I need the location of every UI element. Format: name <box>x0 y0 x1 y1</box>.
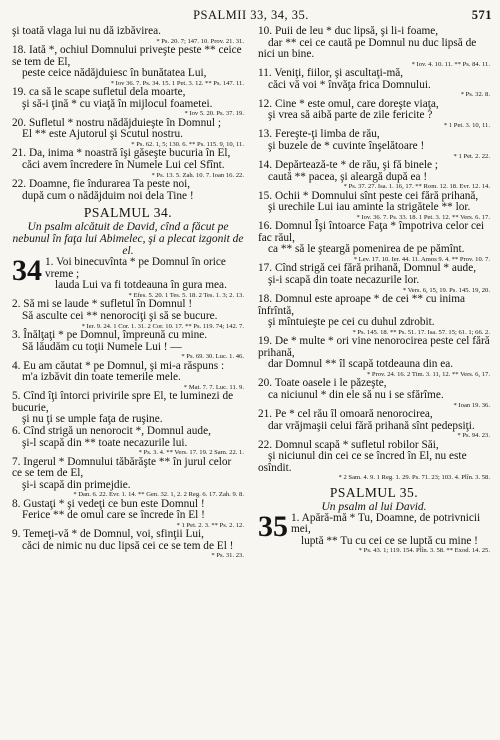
verse-line: căci de nimic nu duc lipsă cei ce se tem de El ! <box>22 539 234 552</box>
verse-line: dar Domnul ** îl scapă totdeauna din ea. <box>268 358 454 371</box>
cross-reference: * Ps. 31. 23. <box>211 552 244 560</box>
verse-start: 16. Domnul Îşi întoarce Faţa * împotriva celor cei fac răul, <box>258 220 485 244</box>
cross-reference: * Iov 36. 7. Ps. 34. 15. 1 Pet. 3. 12. ** Ps. 147. 11. <box>110 79 244 87</box>
verse-line: dar ** cei ce caută pe Domnul nu duc lipsă de nici un bine. <box>258 36 477 61</box>
page-number: 571 <box>471 8 492 22</box>
verse-line: Ferice ** de omul care se încrede în El ! <box>22 509 205 522</box>
verse-line: şi-i scapă din primejdie. <box>22 478 131 491</box>
cross-reference: * Ps. 37. 27. Isa. 1. 16, 17. ** Rom. 12. 18. Evr. 12. 14. <box>343 183 490 191</box>
verse-line: lauda Lui va fi totdeauna în gura mea. <box>55 279 227 292</box>
cross-reference: * Iov 5. 20. Ps. 37. 19. <box>184 110 244 118</box>
verse-start: 20. Sufletul * nostru nădăjduieşte în Domnul ; <box>12 116 221 129</box>
verse-line: şi urechile Lui iau aminte la strigătele ** lor. <box>268 201 471 214</box>
verse-start: 12. Cine * este omul, care doreşte viaţa, <box>258 97 439 110</box>
cross-reference: * Ioan 19. 36. <box>453 401 490 409</box>
verse-start: 4. Eu am căutat * pe Domnul, şi mi-a răspuns : <box>12 359 225 372</box>
cross-reference: * Ps. 62. 1, 5; 130. 6. ** Ps. 115. 9, 10, 11. <box>131 140 244 148</box>
verse-line: dar vrăjmaşii celui fără prihană sînt pedepsiţi. <box>268 419 475 432</box>
verse-start: 8. Gustaţi * şi vedeţi ce bun este Domnul ! <box>12 497 205 510</box>
verse-line: ca ** să le şteargă pomenirea de pe pămînt. <box>268 243 465 256</box>
verse-start: 21. Pe * cel rău îl omoară nenorocirea, <box>258 407 433 420</box>
cross-reference: * Dan. 6. 22. Evr. 1. 14. ** Gen. 32. 1, 2. 2 Reg. 6. 17. Zah. 9. 8. <box>73 491 244 499</box>
cross-reference: * Prov. 24. 16. 2 Tim. 3. 11, 12. ** Vers. 6, 17. <box>366 370 490 378</box>
psalm-34-verse-1-text: 1. Voi binecuvînta * pe Domnul în orice vreme ; <box>45 256 226 280</box>
left-column <box>12 26 244 560</box>
verse-start: 19. De * multe * ori vine nenorocirea peste cel fără prihană, <box>258 335 490 359</box>
verse-start: 21. Da, inima * noastră îşi găseşte bucuria în El, <box>12 147 231 160</box>
psalm-34-heading: PSALMUL 34. <box>83 205 173 221</box>
cross-reference: * Ps. 145. 18. ** Ps. 51. 17. Isa. 57. 15; 61. 1; 66. 2. <box>352 328 490 336</box>
verse-start: 18. Domnul este aproape * de cei ** cu inima înfrîntă, <box>258 292 466 317</box>
psalm-34-subtitle: Un psalm alcătuit de David, cînd a făcut pe nebunul în faţa lui Abimelec, şi a plecat izgonit de el. <box>12 221 244 258</box>
verse-start: 2. Să mi se laude * sufletul în Domnul ! <box>12 298 193 311</box>
verse-start: şi toată vlaga lui nu dă izbăvirea. <box>12 25 161 37</box>
verse-line: după cum o nădăjduim noi dela Tine ! <box>22 189 194 202</box>
cross-reference: * 1 Pet. 2. 3. ** Ps. 2. 12. <box>176 521 244 529</box>
verse-line: caută ** pacea, şi aleargă după ea ! <box>268 170 428 183</box>
right-column <box>258 26 490 555</box>
psalm-34-drop-number: 34 <box>12 254 42 288</box>
verse-start: 13. Fereşte-ţi limba de rău, <box>258 128 380 141</box>
verse-start: 6. Cînd strigă un nenorocit *, Domnul aude, <box>12 424 211 437</box>
verse-start: 9. Temeţi-vă * de Domnul, voi, sfinţii Lui, <box>12 528 204 541</box>
cross-reference: * Ps. 94. 23. <box>457 432 490 440</box>
verse-line: şi mîntuieşte pe cei cu duhul zdrobit. <box>268 316 435 329</box>
verse-line: şi vrea să aibă parte de zile fericite ? <box>268 109 433 122</box>
page-header <box>10 8 492 24</box>
cross-reference: * Ps. 3. 4. ** Vers. 17. 19. 2 Sam. 22. 1. <box>138 449 244 457</box>
verse-line: peste ceice nădăjduiesc în bunătatea Lui, <box>22 67 207 80</box>
verse-line: şi-i scapă din toate necazurile lor. <box>268 273 420 286</box>
verse-line: ca niciunul * din ele să nu i se sfărîme. <box>268 388 444 401</box>
cross-reference: * Iov. 36. 7. Ps. 33. 18. 1 Pet. 3. 12. ** Vers. 6. 17. <box>356 213 490 221</box>
psalm-33-end <box>12 26 244 202</box>
verse-start: 7. Ingerul * Domnului tăbărăşte ** în jurul celor ce se tem de El, <box>12 455 232 480</box>
cross-reference: * Ps. 32. 8. <box>460 91 490 99</box>
verse-start: 15. Ochii * Domnului sînt peste cei fără prihană, <box>258 189 479 202</box>
cross-reference: * Mat. 7. 7. Luc. 11. 9. <box>183 383 244 391</box>
verse-start: 11. Veniţi, fiilor, şi ascultaţi-mă, <box>258 67 404 80</box>
verse-start: 10. Puii de leu * duc lipsă, şi li-i foame, <box>258 25 439 37</box>
verse-line: căci avem încredere în Numele Lui cel Sfînt. <box>22 158 225 171</box>
cross-reference: * 2 Sam. 4. 9. 1 Reg. 1. 29. Ps. 71. 23; 103. 4. Plîn. 3. 58. <box>338 474 490 482</box>
cross-reference: * Lev. 17. 10. Ier. 44. 11. Amos 9. 4. ** Prov. 10. 7. <box>353 255 490 263</box>
cross-reference: * Iov. 4. 10. 11. ** Ps. 84. 11. <box>411 60 490 68</box>
verse-start: 14. Depărtează-te * de rău, şi fă binele ; <box>258 158 439 171</box>
psalm-35-verse-1-cont: luptă ** Tu cu cei ce se luptă cu mine ! <box>301 534 478 547</box>
verse-start: 3. Înălţaţi * pe Domnul, împreună cu mine. <box>12 328 208 341</box>
psalm-34-verses <box>12 280 244 560</box>
verse-start: 22. Domnul scapă * sufletul robilor Săi, <box>258 438 439 451</box>
cross-reference: * Ier. 9. 24. 1 Cor. 1. 31. 2 Cor. 10. 17. ** Ps. 119. 74; 142. 7. <box>81 322 244 330</box>
cross-reference: * Ps. 69. 30. Luc. 1. 46. <box>181 353 244 361</box>
cross-reference: * Efes. 5. 20. 1 Tes. 5. 18. 2 Tes. 1. 3; 2. 13. <box>128 291 244 299</box>
verse-line: m'a izbăvit din toate temerile mele. <box>22 371 181 384</box>
psalm-35-verse-1-text: 1. Apără-mă * Tu, Doamne, de potrivnicii mei, <box>291 511 481 536</box>
cross-reference: * 1 Pet. 2. 22. <box>453 152 490 160</box>
cross-reference: * 1 Pet. 3. 10, 11. <box>443 121 490 129</box>
verse-line: şi-l scapă din ** toate necazurile lui. <box>22 436 188 449</box>
verse-line: şi să-i ţină * cu viaţă în mijlocul foametei. <box>22 97 213 110</box>
cross-reference: * Ps. 20. 7; 147. 10. Prov. 21. 31. <box>156 37 244 45</box>
verse-start: 17. Cînd strigă cei fără prihană, Domnul * aude, <box>258 262 477 275</box>
psalm-34-continued <box>258 26 490 482</box>
verse-start: 19. ca să le scape sufletul dela moarte, <box>12 86 186 99</box>
verse-line: şi niciunul din cei ce se încred în El, nu este osîndit. <box>258 450 467 474</box>
verse-start: 22. Doamne, fie îndurarea Ta peste noi, <box>12 177 191 190</box>
verse-line: şi buzele de * cuvinte înşelătoare ! <box>268 139 425 152</box>
verse-line: Să lăudăm cu toţii Numele Lui ! — <box>22 340 182 353</box>
verse-line: Să ascultе cei ** nenorociţi şi să se bucure. <box>22 309 218 322</box>
verse-start: 5. Cînd îţi întorci privirile spre El, te luminezi de bucurie, <box>12 390 234 414</box>
psalm-35-heading: PSALMUL 35. <box>329 484 419 500</box>
cross-reference: * Vers. 6, 15, 19. Ps. 145. 19, 20. <box>402 286 490 294</box>
psalm-35-subtitle: Un psalm al lui David. <box>321 500 427 513</box>
verse-line: căci vă voi * învăţa frica Domnului. <box>268 78 431 91</box>
psalm-35-drop-number: 35 <box>258 509 288 543</box>
verse-line: şi nu ţi se umple faţa de ruşine. <box>22 413 163 426</box>
verse-start: 20. Toate oasele i le păzeşte, <box>258 377 387 390</box>
running-title: PSALMII 33, 34, 35. <box>193 8 309 22</box>
cross-reference: * Ps. 13. 5. Zah. 10. 7. Ioan 16. 22. <box>151 171 244 179</box>
verse-line: El ** este Ajutorul şi Scutul nostru. <box>22 128 183 141</box>
verse-start: 18. Iată *, ochiul Domnului priveşte peste ** ceice se tem de El, <box>12 44 242 68</box>
psalm-35-verse-1-ref: * Ps. 43. 1; 119. 154. Plîn. 3. 58. ** Exod. 14. 25. <box>358 547 490 555</box>
